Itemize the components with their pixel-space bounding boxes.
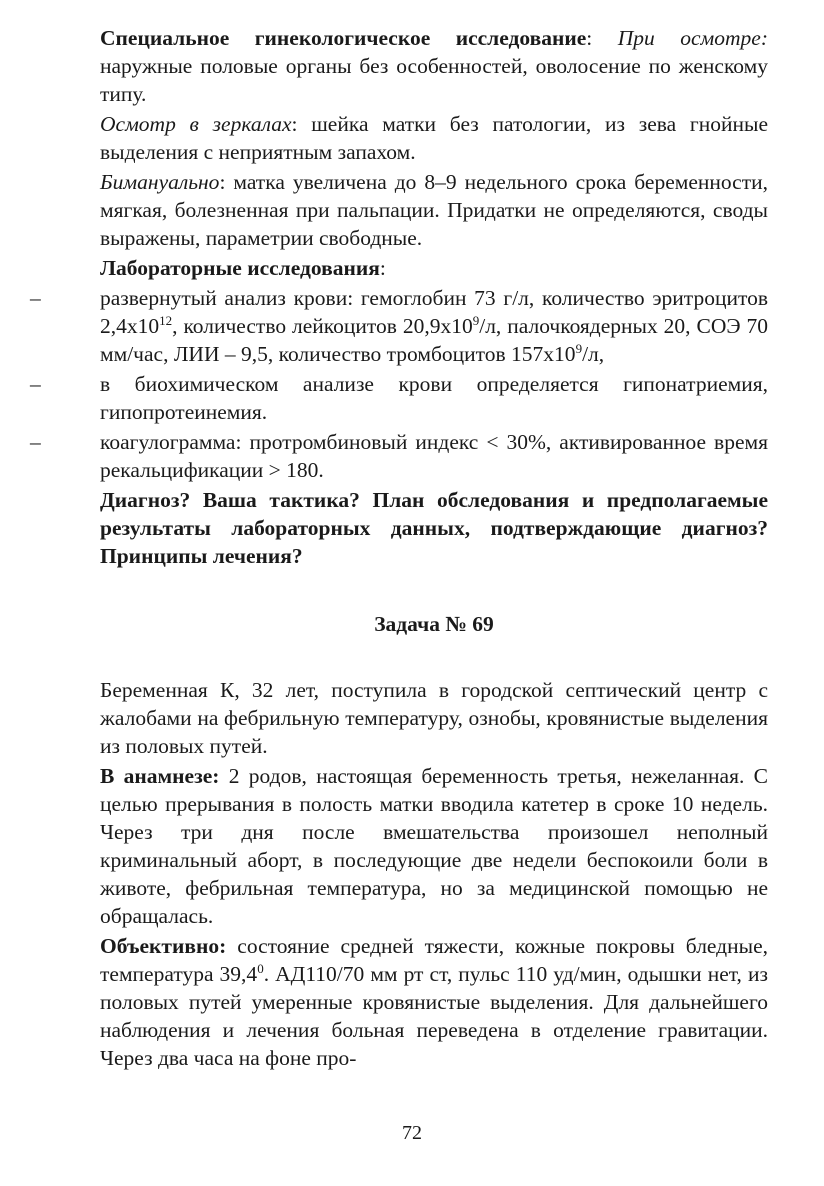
mirror-exam-label: Осмотр в зеркалах [100, 112, 292, 136]
list-dash: – [30, 372, 41, 396]
bimanual-exam-label: Бимануально [100, 170, 220, 194]
lab-heading-sep: : [379, 256, 386, 280]
list-dash: – [30, 286, 41, 310]
list-item [30, 284, 768, 368]
inspection-text: наружные половые органы без особенностей, оволосение по женскому типу. [100, 54, 768, 106]
anamnesis-paragraph [100, 762, 768, 930]
bimanual-exam-paragraph [100, 168, 768, 252]
lab-heading: Лабораторные исследования [100, 256, 380, 280]
objective-text-1: состояние средней тяжести, кожные покровы бледные, температура 39,4 [100, 934, 768, 986]
anamnesis-label: В анамнезе: [100, 764, 220, 788]
cbc-sup-2: 9 [472, 312, 480, 328]
task-title: Задача № 69 [374, 612, 494, 636]
lab-results-list [30, 284, 768, 484]
page-number: 72 [402, 1122, 422, 1144]
list-item [30, 370, 768, 426]
gyn-exam-heading-sep: : [586, 26, 618, 50]
coagulogram-text: коагулограмма: протромбиновый индекс < 30%, активированное время рекальцификации > 180. [100, 430, 768, 482]
cbc-sup-1: 12 [159, 312, 173, 328]
list-dash: – [30, 430, 41, 454]
objective-text-2: . АД110/70 мм рт ст, пульс 110 уд/мин, одышки нет, из половых путей умеренные кровянистые выделения. Для дальнейшего наблюдения и лечения больная переведена в отделение гравитации. Через два часа на фоне про- [100, 962, 768, 1070]
objective-label: Объективно: [100, 934, 227, 958]
biochem-text: в биохимическом анализе крови определяется гипонатриемия, гипопротеинемия. [100, 372, 768, 424]
objective-sup: 0 [257, 960, 264, 976]
cbc-text-2: , количество лейкоцитов 20,9х10 [172, 314, 473, 338]
bimanual-exam-text: : матка увеличена до 8–9 недельного срока беременности, мягкая, болезненная при пальпации. Придатки не определяются, своды выражены, параметрии свободные. [100, 170, 768, 250]
gyn-exam-heading: Специальное гинекологическое исследование [100, 26, 587, 50]
cbc-text-3: /л, палочкоядерных 20, СОЭ 70 мм/час, ЛИИ – 9,5, количество тромбоцитов 157х10 [100, 314, 768, 366]
inspection-label: При осмотре: [617, 26, 768, 50]
task-intro: Беременная К, 32 лет, поступила в городской септический центр с жалобами на фебрильную температуру, ознобы, кровянистые выделения из половых путей. [100, 678, 768, 758]
mirror-exam-paragraph [100, 110, 768, 166]
cbc-text-4: /л, [582, 342, 605, 366]
gyn-exam-paragraph [100, 24, 768, 108]
lab-heading-line [100, 254, 768, 282]
cbc-sup-3: 9 [575, 340, 583, 356]
objective-paragraph [100, 932, 768, 1072]
list-item [30, 428, 768, 484]
document-page [30, 24, 768, 1074]
anamnesis-text: 2 родов, настоящая беременность третья, нежеланная. С целью прерывания в полость матки вводила катетер в сроке 10 недель. Через три дня после вмешательства произошел неполный криминальный аборт, в последующие две недели беспокоили боли в животе, фебрильная температура, но за медицинской помощью не обращалась. [100, 764, 768, 928]
task-question: Диагноз? Ваша тактика? План обследования и предполагаемые результаты лабораторных данных, подтверждающие диагноз? Принципы лечения? [100, 488, 768, 568]
mirror-exam-text: : шейка матки без патологии, из зева гнойные выделения с неприятным запахом. [100, 112, 768, 164]
cbc-text-1: развернутый анализ крови: гемоглобин 73 г/л, количество эритроцитов 2,4х10 [100, 286, 768, 338]
